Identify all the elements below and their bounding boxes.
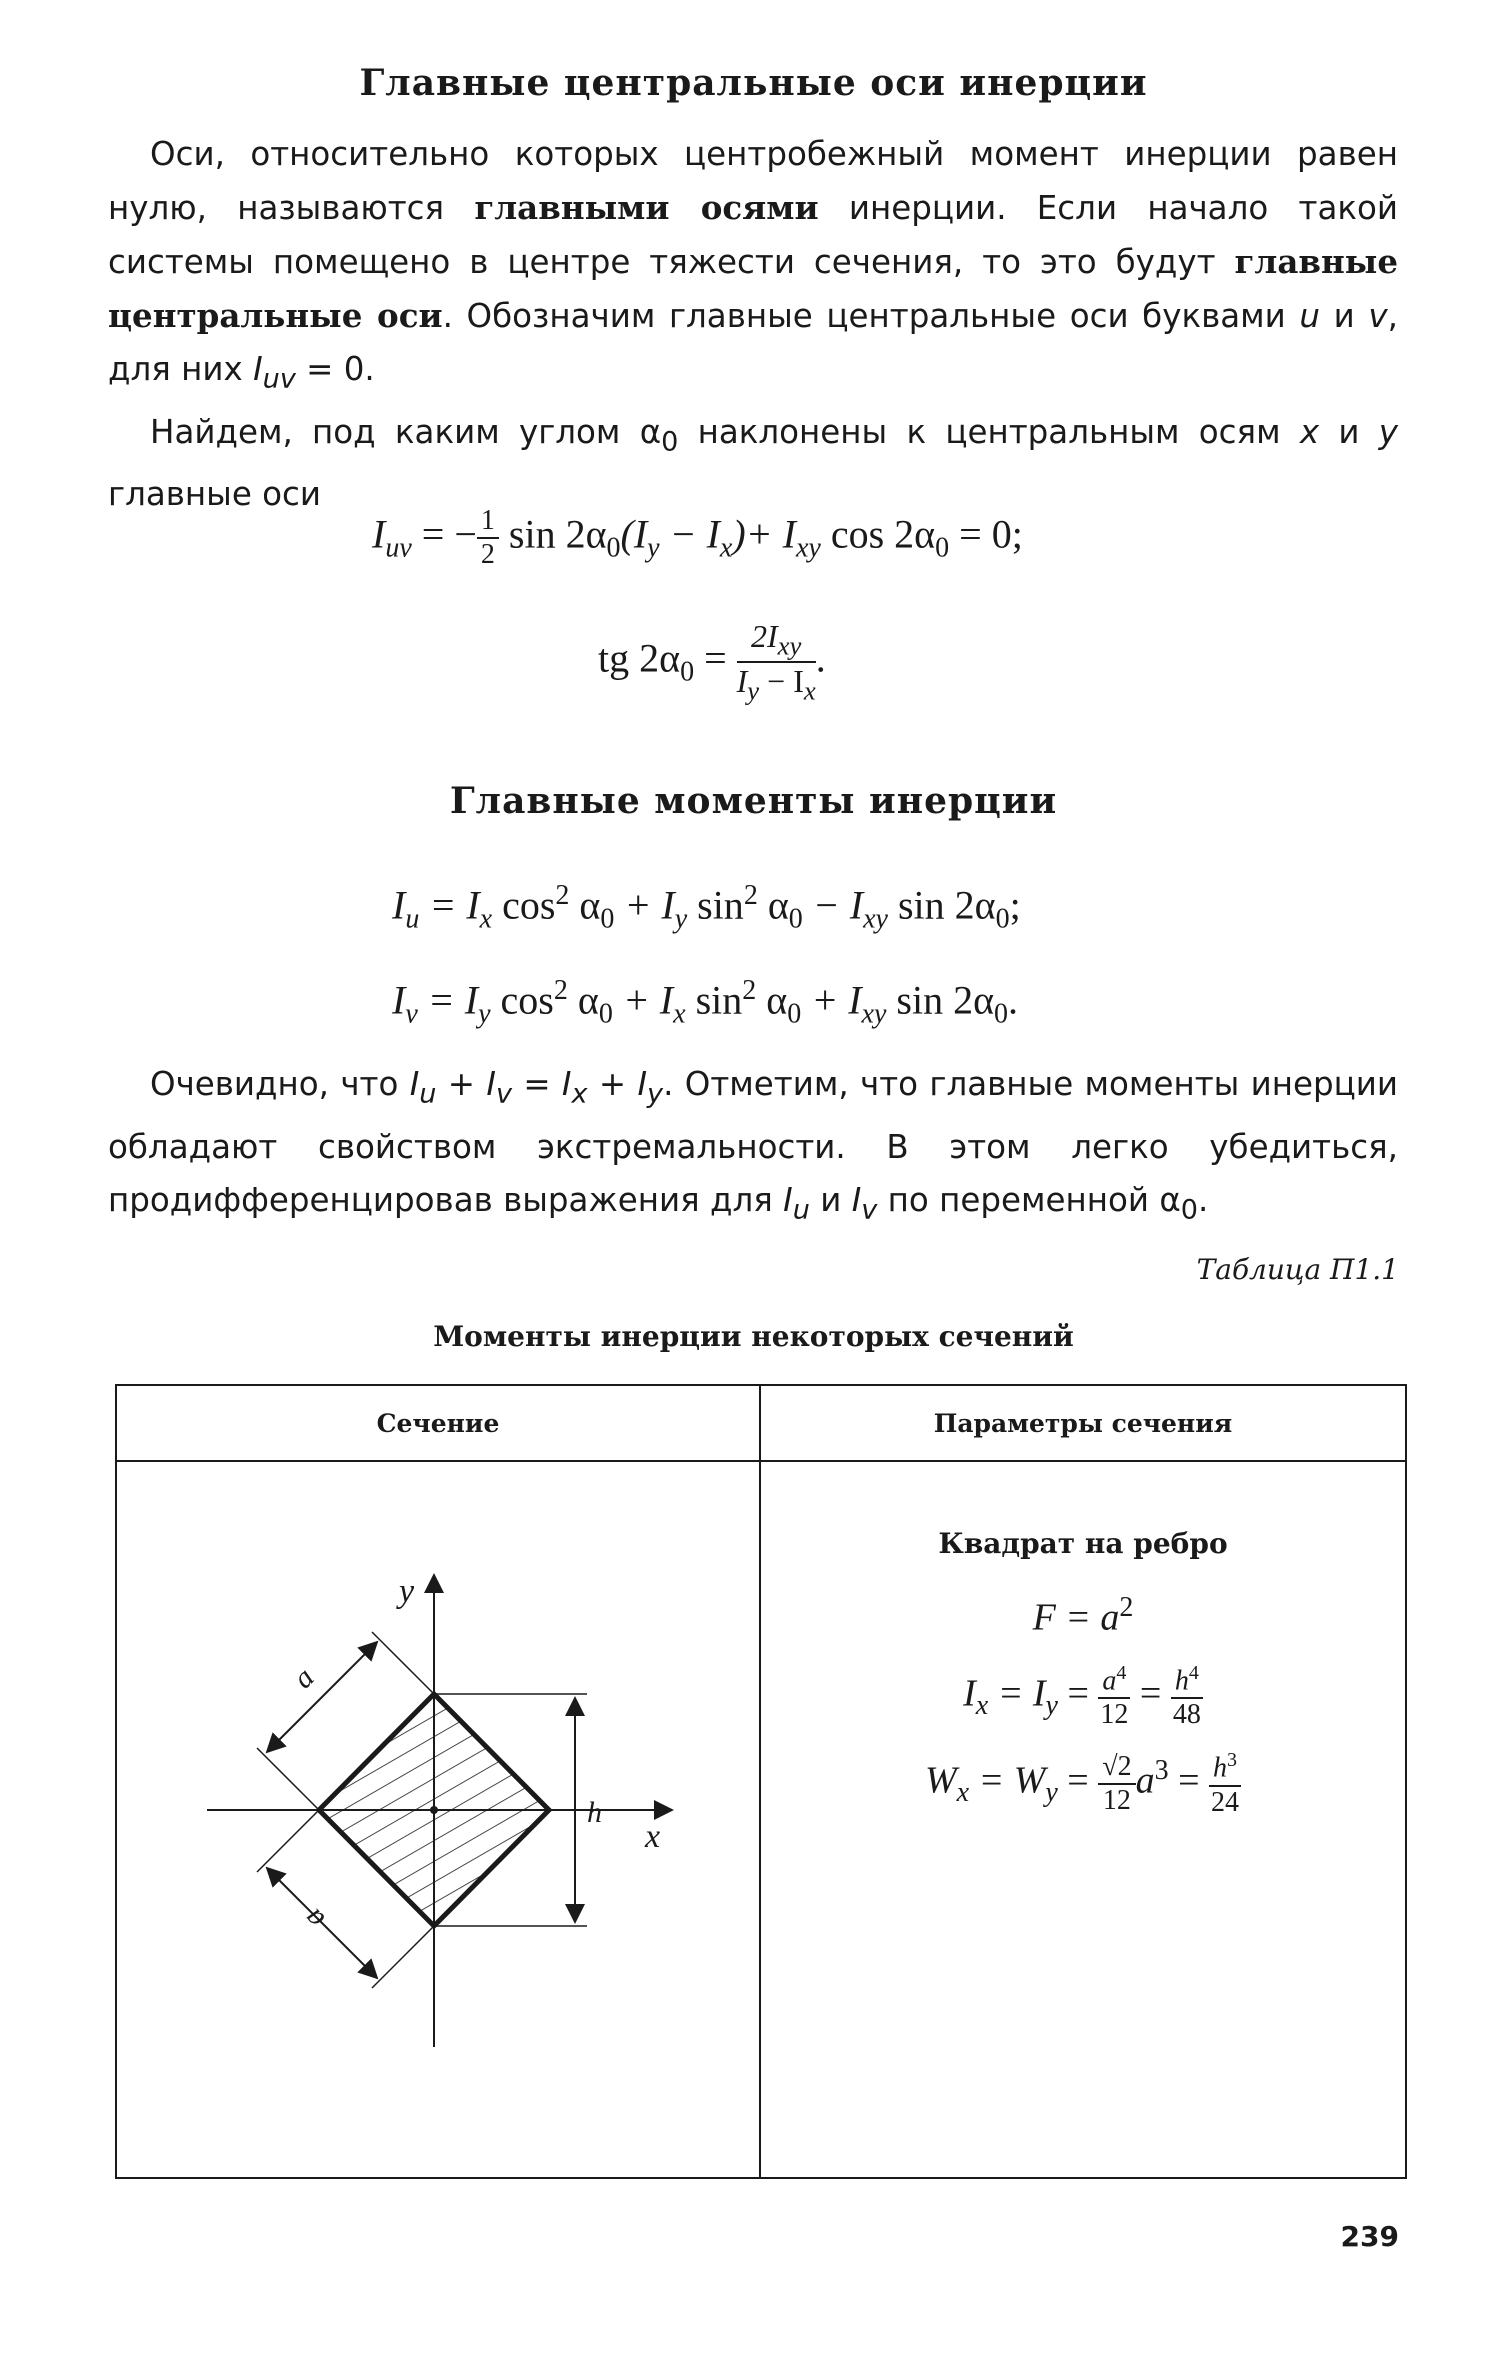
sym: = [1057, 1672, 1099, 1715]
num: a [1102, 1664, 1117, 1696]
sub: uv [385, 532, 412, 564]
sub: y [478, 998, 491, 1030]
sup: 3 [1227, 1749, 1238, 1772]
sub: xy [796, 532, 821, 564]
sym: = [694, 635, 737, 681]
sym: sin 2α [887, 882, 996, 928]
sup: 4 [1116, 1661, 1127, 1684]
sub: v [861, 1194, 878, 1225]
sub: 0 [787, 998, 802, 1030]
sub: 0 [994, 998, 1009, 1030]
sub: 0 [995, 903, 1010, 935]
sym: = I [419, 882, 480, 928]
sym: )+ I [732, 511, 796, 557]
text: Очевидно, что [150, 1065, 410, 1103]
sym: W [924, 1759, 957, 1802]
sym: tg 2α [598, 635, 681, 681]
fraction [1171, 1662, 1203, 1732]
formula-area [762, 1592, 1404, 1640]
sym: + I [436, 1065, 496, 1103]
bold-term: главными осями [474, 188, 819, 227]
formula-inertia [762, 1662, 1404, 1732]
sym: I [783, 1180, 793, 1219]
section-figure-cell [116, 1461, 760, 2178]
sub: y [1045, 1689, 1058, 1721]
paragraph-principal-axes: Оси, относительно которых центробежный момент инерции равен нулю, называются главными осями инерции. Если начало такой системы помещено в центре тяжести сечения, то это будут главные центральные оси. Обозначим главные центральные оси буквами u и v, для них $I_{uv} = 0$. Найдем, под каким углом $\alpha_0$ наклонены к центральным осям x и y главные оси [108, 135, 1398, 513]
sub: x [479, 903, 493, 935]
sub: y [747, 675, 760, 706]
sym: = I [417, 977, 479, 1023]
formula-iv [392, 975, 1018, 1030]
sym: = I [988, 1672, 1046, 1715]
sup: 3 [1154, 1755, 1169, 1787]
dimension-a-upper [267, 1642, 377, 1752]
formula-tg [598, 618, 826, 706]
sym: . [1008, 977, 1019, 1023]
fraction [1098, 1662, 1130, 1732]
section-title-principal-moments: Главные моменты инерции [449, 780, 1058, 822]
sub: y [1045, 1777, 1058, 1809]
sub: 0 [598, 998, 613, 1030]
sym: − I [759, 663, 804, 700]
sym: = [1168, 1759, 1210, 1802]
sup: 4 [1188, 1661, 1199, 1684]
var-v: v [1368, 297, 1388, 335]
fraction [1098, 1751, 1135, 1817]
num: 2I [751, 618, 778, 654]
label-a-lower: a [297, 1902, 331, 1937]
text: наклонены к центральным осям [678, 412, 1300, 451]
var-x: x [1299, 412, 1320, 451]
text: Найдем, под каким углом α [150, 412, 662, 451]
sym: I [851, 1180, 862, 1219]
sub: u [419, 1078, 437, 1110]
sub: u [405, 903, 420, 935]
sym: I [372, 511, 386, 557]
sub: y [647, 532, 660, 564]
text: . Отметим, что главные моменты инерции обладают свойством экстремальности. В этом легко убедиться, продифференцировав выражения для [108, 1065, 1398, 1219]
sym: = I [512, 1065, 572, 1103]
sym: a [1135, 1759, 1155, 1802]
column-header-section: Сечение [116, 1385, 760, 1461]
sym: = W [969, 1759, 1046, 1802]
sym: I [409, 1065, 420, 1103]
label-x: x [645, 1818, 661, 1855]
sym: cos 2α [820, 511, 936, 557]
den: I [736, 663, 748, 700]
sub: 0 [600, 903, 615, 935]
fraction [1209, 1749, 1241, 1819]
centroid-dot [430, 1806, 438, 1814]
sym: . [815, 635, 826, 681]
formula-iu [392, 880, 1021, 935]
sym: + I [587, 1065, 648, 1103]
sup: 2 [555, 880, 570, 911]
sub: 0 [680, 656, 695, 688]
fraction-tg [737, 618, 816, 706]
text: по переменной α [877, 1180, 1181, 1219]
sym: + I [614, 882, 675, 928]
extension-line-a3 [257, 1810, 319, 1872]
extension-line-a4 [372, 1926, 434, 1988]
sub: 0 [606, 532, 621, 564]
sub: x [673, 998, 686, 1030]
fraction-half [477, 505, 499, 571]
text: , для них [108, 297, 1398, 388]
den: 48 [1172, 1699, 1201, 1731]
sym: = 0; [949, 511, 1023, 557]
num: h [1213, 1752, 1228, 1784]
sub: y [647, 1078, 664, 1110]
sup: 2 [1119, 1592, 1134, 1623]
text: . Обозначим главные центральные оси буквами [442, 297, 1300, 335]
sup: 2 [553, 975, 568, 1006]
sym: (I [620, 511, 648, 557]
sub: 0 [935, 532, 950, 564]
sub: 0 [1180, 1194, 1198, 1225]
column-header-params: Параметры сечения [760, 1385, 1406, 1461]
label-a-upper: a [286, 1661, 321, 1695]
sub: x [803, 675, 816, 706]
text: инерции. Если начало такой системы помещено в центре тяжести сечения, то это будут [108, 189, 1398, 281]
var-y: y [1378, 412, 1398, 451]
sym: α [756, 977, 788, 1023]
sub: v [405, 998, 418, 1030]
formula-iuv [372, 505, 1023, 571]
sym: = − [411, 511, 477, 557]
sub: xy [777, 630, 802, 661]
text: и [1320, 297, 1369, 335]
sym: I [392, 882, 406, 928]
sym: sin 2α [886, 977, 995, 1023]
table-title: Моменты инерции некоторых сечений [433, 1320, 1074, 1353]
sub: 0 [788, 903, 803, 935]
extension-line-a1 [257, 1748, 319, 1810]
page-number: 239 [1340, 2220, 1399, 2253]
label-h: h [587, 1796, 602, 1829]
num: 1 [477, 505, 499, 539]
text: Оси, относительно которых центробежный момент инерции равен нулю, называются [108, 135, 1398, 227]
sub: x [956, 1777, 970, 1809]
square-on-edge-diagram [117, 1462, 757, 2175]
num: h [1174, 1664, 1189, 1696]
sym: F = a [1032, 1596, 1120, 1639]
sections-table [115, 1384, 1407, 2179]
section-title-principal-axes: Главные центральные оси инерции [359, 62, 1148, 104]
bold-term: главные центральные оси [108, 242, 1398, 335]
sym: cos [492, 882, 556, 928]
sub: x [975, 1689, 989, 1721]
den: 12 [1102, 1785, 1131, 1817]
sub: uv [262, 363, 296, 395]
sym: = [1130, 1672, 1171, 1715]
sym: α [567, 977, 599, 1023]
section-params-cell [760, 1461, 1406, 2178]
sub: x [571, 1078, 588, 1110]
sym: + I [612, 977, 674, 1023]
sym: sin [685, 977, 743, 1023]
text: . [1197, 1180, 1209, 1219]
paragraph-extremality [108, 1058, 1398, 1236]
text: = 0. [295, 350, 375, 388]
sub: x [719, 532, 733, 564]
table-row [116, 1461, 1406, 2178]
sym: + I [801, 977, 862, 1023]
sym: − I [659, 511, 720, 557]
sym: ; [1009, 882, 1021, 928]
num: √2 [1098, 1751, 1135, 1785]
label-y: y [399, 1573, 415, 1610]
text: главные оси [108, 475, 322, 513]
param-title: Квадрат на ребро [938, 1527, 1228, 1560]
sym: sin 2α [498, 511, 607, 557]
table-caption: Таблица П1.1 [1196, 1253, 1399, 1286]
sub: xy [861, 998, 887, 1030]
sym: sin [687, 882, 744, 928]
extension-line-a2 [372, 1632, 434, 1694]
table-header-row [116, 1385, 1406, 1461]
sup: 2 [742, 975, 757, 1006]
var-I: I [253, 350, 263, 388]
sym: α [569, 882, 601, 928]
sym: − I [802, 882, 864, 928]
sym: cos [490, 977, 554, 1023]
sym: I [963, 1672, 976, 1715]
sym: I [392, 977, 406, 1023]
sub: y [674, 903, 688, 935]
den: 2 [480, 539, 495, 571]
formula-section-modulus [762, 1749, 1404, 1819]
sub: 0 [661, 426, 679, 457]
sym: α [757, 882, 789, 928]
sub: v [495, 1078, 512, 1110]
sub: u [792, 1194, 810, 1225]
den: 12 [1100, 1699, 1129, 1731]
text: и [809, 1180, 852, 1219]
sub: xy [863, 903, 888, 935]
sup: 2 [743, 880, 758, 911]
sym: = [1057, 1759, 1099, 1802]
den: 24 [1211, 1786, 1240, 1818]
var-u: u [1299, 297, 1321, 335]
